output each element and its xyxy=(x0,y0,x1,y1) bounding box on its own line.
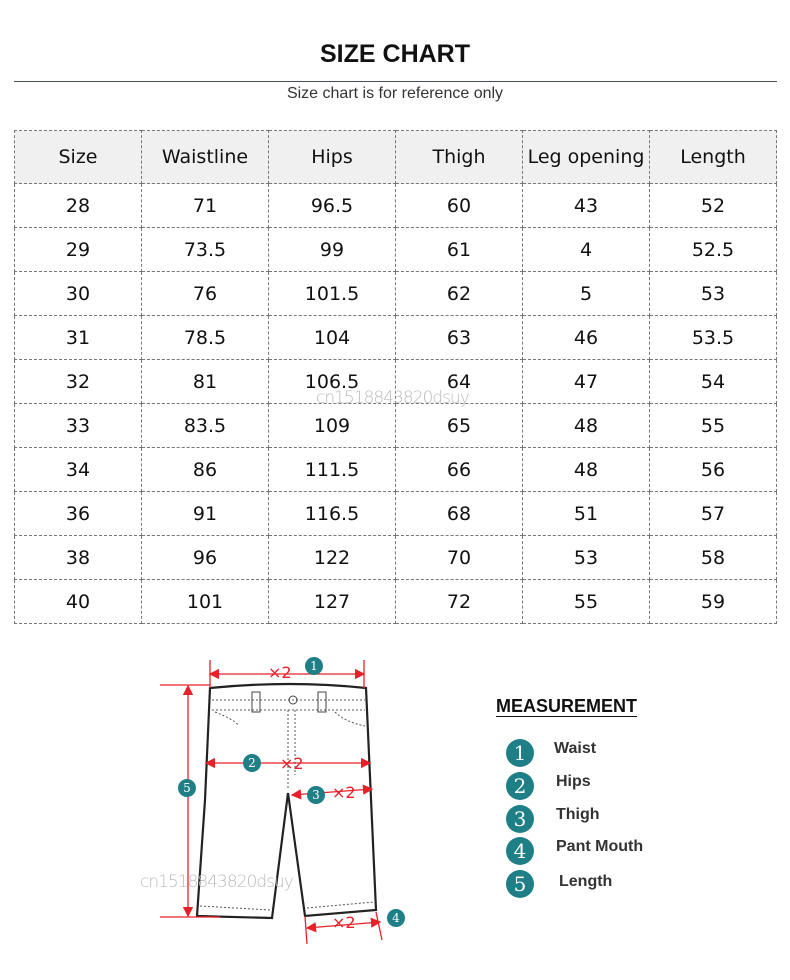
table-cell: 68 xyxy=(396,492,523,536)
table-cell: 29 xyxy=(15,228,142,272)
table-cell: 101 xyxy=(142,580,269,624)
table-cell: 83.5 xyxy=(142,404,269,448)
table-cell: 62 xyxy=(396,272,523,316)
column-header-leg-opening: Leg opening xyxy=(523,131,650,184)
marker-2: 2 xyxy=(248,756,256,770)
table-cell: 70 xyxy=(396,536,523,580)
table-cell: 46 xyxy=(523,316,650,360)
table-cell: 33 xyxy=(15,404,142,448)
table-cell: 54 xyxy=(650,360,777,404)
table-cell: 109 xyxy=(269,404,396,448)
table-cell: 52 xyxy=(650,184,777,228)
table-cell: 91 xyxy=(142,492,269,536)
marker-5: 5 xyxy=(183,781,191,795)
table-cell: 53 xyxy=(650,272,777,316)
table-cell: 32 xyxy=(15,360,142,404)
table-cell: 122 xyxy=(269,536,396,580)
table-cell: 99 xyxy=(269,228,396,272)
table-cell: 36 xyxy=(15,492,142,536)
table-row xyxy=(15,360,777,404)
table-cell: 76 xyxy=(142,272,269,316)
table-cell: 57 xyxy=(650,492,777,536)
measurement-item-length xyxy=(506,869,613,899)
table-row xyxy=(15,404,777,448)
table-cell: 59 xyxy=(650,580,777,624)
table-cell: 66 xyxy=(396,448,523,492)
table-row xyxy=(15,228,777,272)
table-cell: 58 xyxy=(650,536,777,580)
page-title: SIZE CHART xyxy=(320,40,470,68)
table-header-row xyxy=(15,131,777,184)
measurement-label: Thigh xyxy=(556,806,600,823)
table-row xyxy=(15,580,777,624)
table-cell: 4 xyxy=(523,228,650,272)
watermark-diagram: cn1518843820dsuy xyxy=(140,872,293,892)
table-cell: 96 xyxy=(142,536,269,580)
waist-multiplier: ×2 xyxy=(268,663,292,682)
table-row xyxy=(15,448,777,492)
table-cell: 56 xyxy=(650,448,777,492)
table-cell: 40 xyxy=(15,580,142,624)
table-cell: 81 xyxy=(142,360,269,404)
table-cell: 38 xyxy=(15,536,142,580)
table-cell: 55 xyxy=(523,580,650,624)
title-divider xyxy=(14,81,777,82)
column-header-hips: Hips xyxy=(269,131,396,184)
table-cell: 51 xyxy=(523,492,650,536)
table-row xyxy=(15,316,777,360)
table-cell: 72 xyxy=(396,580,523,624)
table-cell: 53.5 xyxy=(650,316,777,360)
measurement-item-waist xyxy=(506,738,597,768)
measurement-label: Length xyxy=(559,873,613,890)
number-badge-icon: 3 xyxy=(506,805,534,833)
table-cell: 73.5 xyxy=(142,228,269,272)
table-cell: 127 xyxy=(269,580,396,624)
measurement-item-pant-mouth xyxy=(506,836,644,866)
number-badge-icon: 2 xyxy=(506,772,534,800)
measurement-label: Pant Mouth xyxy=(556,838,644,855)
marker-3: 3 xyxy=(312,788,320,802)
column-header-thigh: Thigh xyxy=(396,131,523,184)
table-cell: 78.5 xyxy=(142,316,269,360)
table-cell: 34 xyxy=(15,448,142,492)
table-row xyxy=(15,492,777,536)
table-cell: 48 xyxy=(523,404,650,448)
table-cell: 71 xyxy=(142,184,269,228)
table-cell: 106.5 xyxy=(269,360,396,404)
measurement-label: Hips xyxy=(556,773,591,790)
table-row xyxy=(15,184,777,228)
table-cell: 52.5 xyxy=(650,228,777,272)
marker-4: 4 xyxy=(392,911,400,925)
table-cell: 96.5 xyxy=(269,184,396,228)
measurement-item-thigh xyxy=(506,804,600,834)
table-cell: 65 xyxy=(396,404,523,448)
table-cell: 53 xyxy=(523,536,650,580)
number-badge-icon: 1 xyxy=(506,739,534,767)
table-cell: 48 xyxy=(523,448,650,492)
measurement-label: Waist xyxy=(554,740,597,757)
table-cell: 116.5 xyxy=(269,492,396,536)
thigh-multiplier: ×2 xyxy=(332,783,356,802)
table-cell: 101.5 xyxy=(269,272,396,316)
table-cell: 5 xyxy=(523,272,650,316)
watermark: cn1518843820dsuy xyxy=(316,388,469,408)
number-badge-icon: 5 xyxy=(506,870,534,898)
measurement-item-hips xyxy=(506,771,591,801)
column-header-length: Length xyxy=(650,131,777,184)
table-cell: 30 xyxy=(15,272,142,316)
table-cell: 111.5 xyxy=(269,448,396,492)
table-row xyxy=(15,536,777,580)
table-cell: 31 xyxy=(15,316,142,360)
column-header-waistline: Waistline xyxy=(142,131,269,184)
marker-1: 1 xyxy=(310,659,318,673)
column-header-size: Size xyxy=(15,131,142,184)
table-cell: 86 xyxy=(142,448,269,492)
number-badge-icon: 4 xyxy=(506,837,534,865)
table-cell: 43 xyxy=(523,184,650,228)
table-cell: 47 xyxy=(523,360,650,404)
table-cell: 28 xyxy=(15,184,142,228)
table-cell: 64 xyxy=(396,360,523,404)
table-cell: 63 xyxy=(396,316,523,360)
shorts-diagram xyxy=(160,650,420,950)
table-cell: 60 xyxy=(396,184,523,228)
table-cell: 55 xyxy=(650,404,777,448)
measurement-title: MEASUREMENT xyxy=(496,696,638,716)
size-table xyxy=(14,130,777,624)
table-row xyxy=(15,272,777,316)
table-cell: 61 xyxy=(396,228,523,272)
table-cell: 104 xyxy=(269,316,396,360)
page-subtitle: Size chart is for reference only xyxy=(286,85,504,102)
hips-multiplier: ×2 xyxy=(280,754,304,773)
leg-opening-multiplier: ×2 xyxy=(332,913,356,932)
